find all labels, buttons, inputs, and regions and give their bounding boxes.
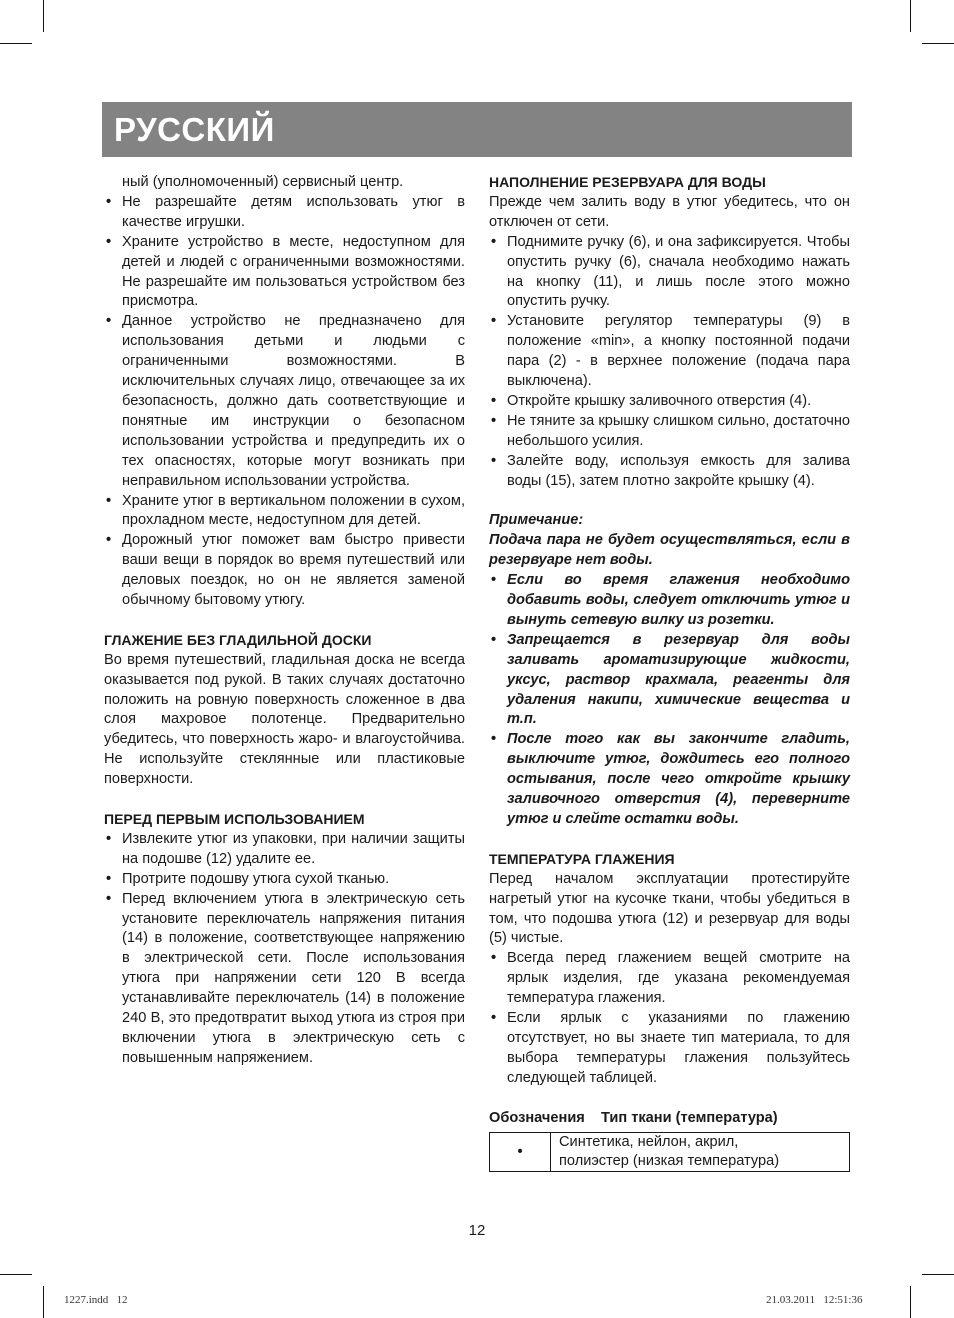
- list-item: • Перед включением утюга в электрическую сеть установите переключатель напряжения питания (14) в положение, соответствующее напряжению в электрической сети. После использования утюга при напряжении сети 120 В всегда устанавливайте переключатель (14) в положение 240 В, это предотвратит выход утюга из строя при включении утюга в электрическую сеть с повышенным напряжением.: [106, 890, 465, 1066]
- list-item: • Храните устройство в месте, недоступном для детей и людей с ограниченными возможностями. Не разрешайте им пользоваться устройством без присмотра.: [106, 233, 465, 310]
- crop-mark: [0, 1274, 32, 1275]
- safety-list: [104, 193, 465, 611]
- iron-symbol-one-dot: •: [490, 1133, 551, 1172]
- note-lead: Подача пара не будет осуществляться, если в резервуаре нет воды.: [489, 532, 850, 569]
- list-item: • Не тяните за крышку слишком сильно, достаточно небольшого усилия.: [491, 412, 850, 449]
- table-header: [489, 1109, 850, 1129]
- page-number: 12: [468, 1222, 486, 1239]
- list-item: • Дорожный утюг поможет вам быстро привести ваши вещи в порядок во время путешествий или деловых поездок, но он не является заменой обычному бытовому утюгу.: [106, 532, 465, 609]
- crop-mark: [43, 0, 44, 32]
- paragraph: ный (уполномоченный) сервисный центр.: [122, 174, 404, 190]
- bullet-icon: •: [491, 950, 497, 967]
- bullet-icon: •: [491, 412, 497, 429]
- list-item: • Откройте крышку заливочного отверстия (4).: [489, 392, 850, 412]
- left-column: [104, 173, 465, 1069]
- list-item: • Извлеките утюг из упаковки, при наличии защиты на подошве (12) удалите ее.: [106, 830, 465, 867]
- bullet-icon: •: [491, 313, 497, 330]
- list-item: • Данное устройство не предназначено для использования детьми и людьми с ограниченными возможностями. В исключительных случаях лицо, отвечающее за их безопасность, должно дать соответствующие и понятные им инструкции о безопасном использовании устройства и предупредить их о тех опасностях, которые могут возникать при неправильном использовании устройства.: [106, 313, 465, 489]
- section-header: [102, 102, 852, 157]
- section-heading: ГЛАЖЕНИЕ БЕЗ ГЛАДИЛЬНОЙ ДОСКИ: [104, 631, 372, 648]
- bullet-icon: •: [106, 890, 112, 907]
- crop-mark: [0, 43, 32, 44]
- paragraph: Прежде чем залить воду в утюг убедитесь, что он отключен от сети.: [489, 193, 850, 230]
- crop-mark: [43, 1286, 44, 1318]
- temperature-list: [489, 949, 850, 1088]
- fabric-table: [489, 1132, 850, 1172]
- bullet-icon: •: [106, 532, 112, 549]
- bullet-icon: •: [106, 830, 112, 847]
- list-item: • Поднимите ручку (6), и она зафиксируется. Чтобы опустить ручку (6), сначала необходимо нажать на кнопку (11), и лишь после этого можно опустить ручку.: [491, 233, 850, 310]
- note-list: [489, 571, 850, 830]
- bullet-icon: •: [106, 233, 112, 250]
- list-item: • Если во время глажения необходимо добавить воды, следует отключить утюг и вынуть сетевую вилку из розетки.: [491, 572, 850, 628]
- list-item: • Храните утюг в вертикальном положении в сухом, прохладном месте, недоступном для детей.: [106, 492, 465, 529]
- page-title: РУССКИЙ: [114, 111, 275, 148]
- list-item: • Залейте воду, используя емкость для залива воды (15), затем плотно закройте крышку (4).: [491, 452, 850, 489]
- crop-mark: [922, 43, 954, 44]
- print-slug-date: 21.03.2011 12:51:36: [766, 1294, 863, 1306]
- filling-list: [489, 233, 850, 492]
- column-header-fabric: Тип ткани (температура): [601, 1109, 778, 1126]
- section-heading: ТЕМПЕРАТУРА ГЛАЖЕНИЯ: [489, 850, 675, 867]
- note-title: Примечание:: [489, 512, 584, 529]
- bullet-icon: •: [106, 313, 112, 330]
- bullet-icon: •: [106, 193, 112, 210]
- list-item: • Не разрешайте детям использовать утюг в качестве игрушки.: [106, 193, 465, 230]
- bullet-icon: •: [491, 731, 497, 748]
- list-item: • Запрещается в резервуар для воды заливать ароматизирующие жидкости, уксус, раствор крахмала, реагенты для удаления накипи, химические вещества и т.п.: [491, 631, 850, 728]
- column-header-symbol: Обозначения: [489, 1109, 585, 1126]
- list-item: • После того как вы закончите гладить, выключите утюг, дождитесь его полного остывания, после чего откройте крышку заливочного отверстия (4), переверните утюг и слейте остатки воды.: [491, 731, 850, 827]
- bullet-icon: •: [491, 572, 497, 589]
- bullet-icon: •: [491, 452, 497, 469]
- list-item: • Протрите подошву утюга сухой тканью.: [104, 870, 465, 890]
- paragraph: Перед началом эксплуатации протестируйте нагретый утюг на кусочке ткани, чтобы убедиться в том, что подошва утюга (12) и резервуар для воды (5) чистые.: [489, 870, 850, 947]
- fabric-description: Синтетика, нейлон, акрил, полиэстер (низкая температура): [551, 1133, 850, 1172]
- table-row: [490, 1133, 850, 1172]
- bullet-icon: •: [491, 392, 497, 409]
- crop-mark: [922, 1274, 954, 1275]
- crop-mark: [910, 0, 911, 32]
- bullet-icon: •: [491, 631, 497, 648]
- list-item: • Всегда перед глажением вещей смотрите на ярлык изделия, где указана рекомендуемая температура глажения.: [491, 950, 850, 1007]
- print-slug-file: 1227.indd 12: [64, 1294, 128, 1306]
- first-use-list: [104, 830, 465, 1069]
- section-heading: ПЕРЕД ПЕРВЫМ ИСПОЛЬЗОВАНИЕМ: [104, 810, 365, 827]
- list-item: • Установите регулятор температуры (9) в положение «min», а кнопку постоянной подачи пара (2) - в верхнее положение (подача пара выключена).: [491, 313, 850, 390]
- bullet-icon: •: [491, 1010, 497, 1027]
- crop-mark: [910, 1286, 911, 1318]
- section-heading: НАПОЛНЕНИЕ РЕЗЕРВУАРА ДЛЯ ВОДЫ: [489, 174, 766, 190]
- right-column: [489, 173, 850, 1172]
- bullet-icon: •: [491, 233, 497, 250]
- bullet-icon: •: [106, 870, 112, 887]
- list-item: • Если ярлык с указаниями по глажению отсутствует, но вы знаете тип материала, то для выбора температуры глажения пользуйтесь следующей таблицей.: [491, 1010, 850, 1086]
- paragraph: Во время путешествий, гладильная доска не всегда оказывается под рукой. В таких случаях достаточно положить на ровную поверхность сложенное в два слоя махровое полотенце. Предварительно убедитесь, что поверхность жаро- и влагоустойчива. Не используйте стеклянные или пластиковые поверхности.: [104, 651, 465, 788]
- bullet-icon: •: [106, 492, 112, 509]
